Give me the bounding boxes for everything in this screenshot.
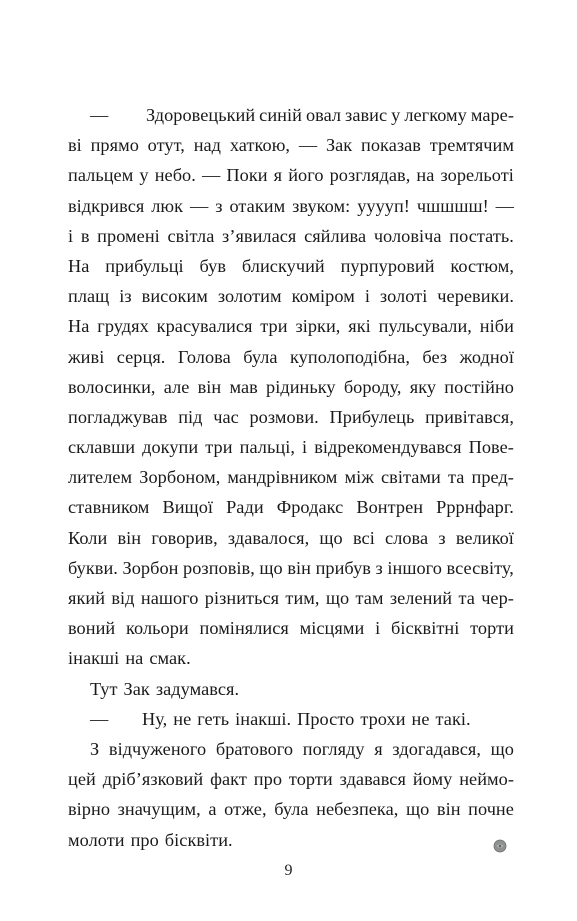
text-line: [68, 130, 514, 160]
word: красувалися: [156, 316, 253, 337]
word: золотим: [217, 286, 282, 307]
word: лителем: [68, 467, 133, 488]
word: торти: [470, 618, 514, 639]
word: ууууп!: [357, 195, 410, 216]
word: відчуженого: [108, 738, 207, 759]
word: бісквітні: [390, 618, 460, 639]
word: на: [416, 165, 435, 186]
word: Ррpнфарг.: [436, 497, 514, 518]
word: Ну,: [142, 708, 168, 729]
word: без: [422, 346, 448, 367]
word: який: [68, 588, 106, 608]
word: інакші.: [235, 708, 292, 729]
ornament-icon: [493, 839, 507, 853]
word: йому: [412, 769, 453, 790]
word: всесвіту,: [446, 557, 514, 578]
word: і: [68, 225, 74, 246]
text-line: [68, 794, 514, 824]
word: дріб’язковий: [102, 769, 204, 790]
word: з’явилася: [222, 225, 297, 246]
word: чер-: [481, 588, 514, 608]
word: Прибулець: [329, 406, 415, 427]
text-line: [68, 402, 514, 432]
word: Вищої: [162, 497, 214, 518]
word: пурпуровий: [340, 255, 435, 276]
page-number: 9: [284, 862, 293, 879]
text-line: [68, 764, 514, 794]
word: значущим,: [117, 799, 201, 820]
word: коміром: [291, 286, 355, 307]
word: три: [205, 437, 233, 458]
word: та: [447, 467, 465, 488]
word: нашого: [140, 588, 199, 608]
word: але: [163, 376, 190, 397]
word: Пове-: [468, 437, 514, 458]
word: промені: [97, 225, 160, 246]
word: задумався.: [155, 678, 240, 699]
word: маре-: [470, 105, 514, 125]
word: слова: [385, 527, 429, 548]
word: в: [80, 225, 90, 246]
word: постійно: [444, 376, 514, 397]
text-line: [68, 583, 514, 613]
text-line: [68, 221, 514, 251]
word: пред-: [471, 467, 514, 488]
word: На: [68, 255, 90, 276]
text-line: [68, 432, 514, 462]
text-line: [68, 191, 514, 221]
word: Коли: [68, 527, 108, 548]
word: погладжував: [68, 406, 168, 427]
word: зелений: [389, 588, 453, 608]
word: молоти: [68, 829, 125, 850]
word: з: [375, 557, 383, 578]
word: букви.: [68, 557, 118, 578]
word: Просто: [297, 708, 355, 729]
word: світла: [167, 225, 215, 246]
text-line: [68, 674, 514, 704]
word: —: [201, 165, 221, 186]
word: здогадався,: [392, 738, 481, 759]
word: Зак: [123, 678, 150, 699]
word: блискучий: [241, 255, 325, 276]
word: синій: [259, 105, 302, 125]
word: місцями: [299, 618, 365, 639]
word: куполоподібна,: [290, 346, 410, 367]
word: сяйлива: [304, 225, 367, 246]
word: отаким: [229, 195, 286, 216]
word: ві: [68, 135, 82, 156]
word: про: [130, 829, 159, 850]
text-line: [68, 704, 514, 734]
word: великої: [455, 527, 514, 548]
word: говорив,: [151, 527, 218, 548]
word: овал: [305, 105, 342, 125]
word: погляду: [302, 738, 365, 759]
word: Ради: [226, 497, 264, 518]
word: відрекомендувався: [314, 437, 462, 458]
word: від: [111, 588, 135, 608]
word: чшшшш!: [416, 195, 489, 216]
word: Зорбоном,: [139, 467, 221, 488]
dialogue-dash: —: [90, 708, 109, 729]
word: тремтячим: [429, 135, 514, 156]
word: світами: [381, 467, 441, 488]
word: його: [288, 165, 324, 186]
word: між: [344, 467, 374, 488]
word: а: [208, 799, 217, 820]
word: пальцем: [68, 165, 134, 186]
dialogue-dash: —: [90, 105, 109, 125]
word: Поки: [226, 165, 268, 186]
word: мандрівником: [227, 467, 338, 488]
word: час: [213, 406, 239, 427]
word: геть: [197, 708, 230, 729]
word: грудях: [97, 316, 149, 337]
word: чоловіча: [373, 225, 442, 246]
word: у: [139, 165, 149, 186]
word: я: [374, 738, 383, 759]
word: костюм,: [450, 255, 514, 276]
word: різниться: [204, 588, 280, 608]
word: люк: [151, 195, 184, 216]
word: золоті: [379, 286, 428, 307]
word: живі: [68, 346, 105, 367]
word: у: [391, 105, 401, 125]
word: З: [90, 738, 100, 759]
word: На: [68, 316, 90, 337]
word: яку: [409, 376, 437, 397]
word: три: [260, 316, 288, 337]
word: бороду,: [343, 376, 402, 397]
word: —: [298, 135, 318, 156]
text-line: [68, 342, 514, 372]
word: він: [287, 557, 311, 578]
body-text: [68, 100, 514, 855]
word: помінялися: [199, 618, 289, 639]
word: розмови.: [249, 406, 319, 427]
word: воний: [68, 618, 116, 639]
word: ставником: [68, 497, 150, 518]
word: прямо: [90, 135, 139, 156]
word: він: [197, 376, 222, 397]
word: із: [119, 286, 132, 307]
word: волосинки,: [68, 376, 156, 397]
word: факт: [210, 769, 247, 790]
word: смак.: [149, 648, 191, 669]
word: склавши: [68, 437, 136, 458]
word: докупи: [142, 437, 199, 458]
text-line: [68, 462, 514, 492]
word: розповів,: [183, 557, 255, 578]
word: жодної: [459, 346, 514, 367]
word: відкрився: [68, 195, 145, 216]
word: небезпека,: [316, 799, 399, 820]
text-line: [68, 281, 514, 311]
word: з: [215, 195, 223, 216]
word: почне: [468, 799, 514, 820]
word: розглядав,: [329, 165, 411, 186]
text-line: [68, 311, 514, 341]
word: небо.: [154, 165, 196, 186]
word: такі.: [435, 708, 471, 729]
word: з: [438, 527, 446, 548]
word: —: [189, 195, 209, 216]
word: Фродакс: [276, 497, 344, 518]
word: він: [436, 799, 461, 820]
word: всі: [352, 527, 375, 548]
word: звуком:: [292, 195, 351, 216]
word: пальці,: [239, 437, 295, 458]
word: постать.: [449, 225, 514, 246]
word: бісквіти.: [164, 829, 233, 850]
word: Здоровецький: [145, 105, 256, 125]
word: він: [117, 527, 142, 548]
text-line: [68, 553, 514, 583]
word: отже,: [224, 799, 267, 820]
word: зорельоті: [440, 165, 514, 186]
word: Вонтрен: [356, 497, 424, 518]
word: братового: [215, 738, 294, 759]
word: на: [125, 648, 144, 669]
text-line: [68, 523, 514, 553]
word: трохи: [360, 708, 406, 729]
word: Голова: [177, 346, 231, 367]
text-line: [68, 372, 514, 402]
word: що: [490, 738, 514, 759]
word: привітався,: [425, 406, 514, 427]
word: завис: [345, 105, 388, 125]
word: неймо-: [459, 769, 514, 790]
text-line: [68, 613, 514, 643]
text-line: [68, 160, 514, 190]
word: показав: [361, 135, 421, 156]
text-line: [68, 825, 514, 855]
word: прибув: [315, 557, 371, 578]
word: була: [274, 799, 309, 820]
word: над: [193, 135, 222, 156]
word: там: [355, 588, 384, 608]
word: торти: [288, 769, 333, 790]
word: і: [302, 437, 308, 458]
word: і: [375, 618, 381, 639]
word: Тут: [90, 678, 118, 699]
word: високим: [141, 286, 208, 307]
word: легкому: [404, 105, 467, 125]
word: кольори: [126, 618, 189, 639]
word: під: [178, 406, 203, 427]
word: що: [325, 588, 350, 608]
word: черевики.: [437, 286, 514, 307]
word: отут,: [147, 135, 185, 156]
text-line: [68, 251, 514, 281]
word: рідиньку: [266, 376, 336, 397]
word: Зак: [325, 135, 353, 156]
word: зірки,: [295, 316, 341, 337]
word: я: [273, 165, 283, 186]
text-line: [68, 643, 514, 673]
text-line: [68, 492, 514, 522]
word: що: [319, 527, 343, 548]
word: про: [253, 769, 283, 790]
word: та: [458, 588, 475, 608]
word: серця.: [116, 346, 166, 367]
word: що: [259, 557, 283, 578]
word: цей: [68, 769, 96, 790]
word: що: [405, 799, 430, 820]
word: була: [243, 346, 278, 367]
word: пульсували,: [378, 316, 472, 337]
word: вірно: [68, 799, 111, 820]
word: здавалося,: [227, 527, 310, 548]
word: тим,: [285, 588, 320, 608]
word: інакші: [68, 648, 120, 669]
word: був: [199, 255, 227, 276]
word: плащ: [68, 286, 110, 307]
word: іншого: [387, 557, 442, 578]
text-line: [68, 100, 514, 130]
word: і: [364, 286, 370, 307]
word: не: [411, 708, 430, 729]
word: прибульці: [105, 255, 184, 276]
word: ніби: [479, 316, 514, 337]
word: мав: [229, 376, 258, 397]
word: Зорбон: [122, 557, 179, 578]
text-line: [68, 734, 514, 764]
word: хаткою,: [229, 135, 291, 156]
word: —: [495, 195, 514, 216]
word: здавався: [339, 769, 406, 790]
word: не: [173, 708, 192, 729]
word: які: [348, 316, 371, 337]
